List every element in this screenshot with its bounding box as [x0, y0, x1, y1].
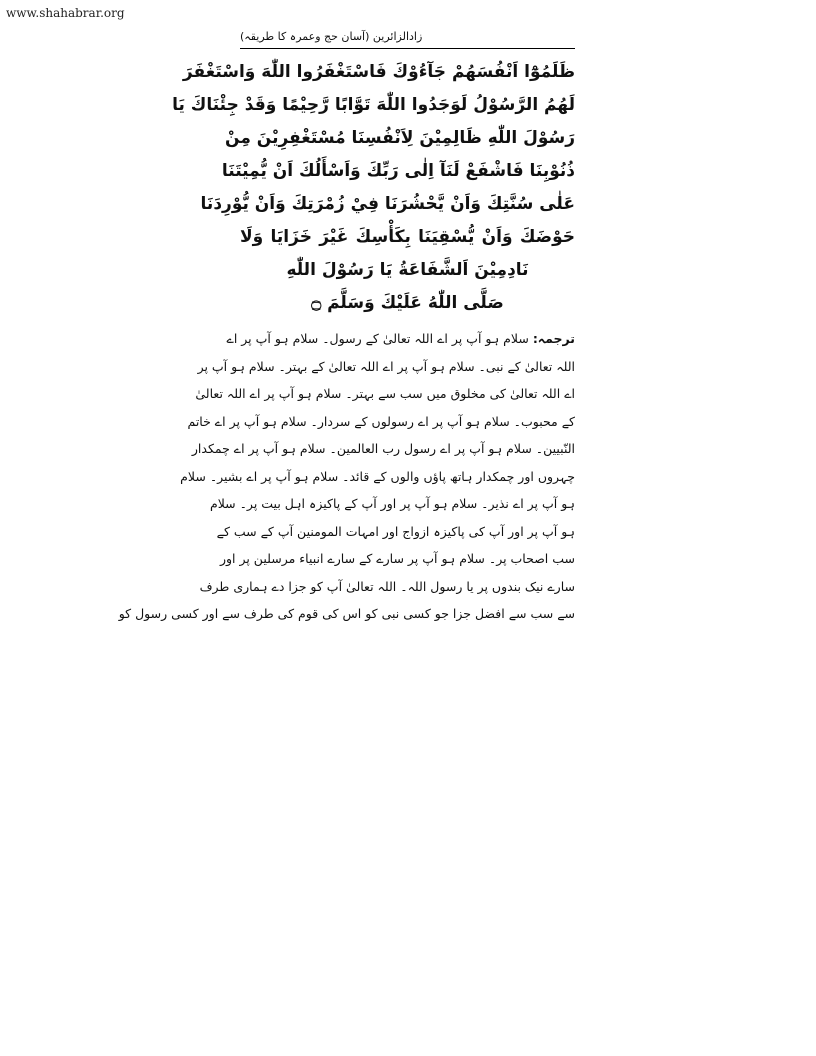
arabic-line: نَادِمِيْنَ اَلشَّفَاعَةُ يَا رَسُوْلَ اللّٰهِ [286, 260, 529, 280]
page-header: زادالزائرین (آسان حج وعمرہ کا طریقہ) [240, 28, 575, 49]
arabic-line: عَلٰى سُنَّتِكَ وَاَنْ يَّحْشُرَنَا فِيْ زُمْرَتِكَ وَاَنْ يُّوْرِدَنَا [200, 194, 575, 214]
translation-line: اے اللہ تعالیٰ کی مخلوق میں سب سے بہتر۔ سلام ہو آپ پر اے اللہ تعالیٰ [195, 386, 575, 401]
arabic-dua [172, 56, 575, 320]
site-url: www.shahabrar.org [6, 6, 125, 20]
translation-line: اللہ تعالیٰ کے نبی۔ سلام ہو آپ پر اے اللہ تعالیٰ کے بہتر۔ سلام ہو آپ پر [197, 358, 575, 374]
arabic-line: ظَلَمُوْٓا اَنْفُسَهُمْ جَآءُوْكَ فَاسْتَغْفَرُوا اللّٰهَ وَاسْتَغْفَرَ [182, 62, 575, 82]
arabic-line: ذُنُوْبِنَا فَاشْفَعْ لَنَآ اِلٰى رَبِّكَ وَاَسْأَلُكَ اَنْ يُّمِيْتَنَا [221, 161, 575, 181]
translation-line: سارے نیک بندوں پر یا رسول اللہ۔ اللہ تعالیٰ آپ کو جزا دے ہماری طرف [199, 578, 575, 594]
arabic-line: حَوْضَكَ وَاَنْ يُّسْقِيَنَا بِكَأْسِكَ غَيْرَ خَزَايَا وَلَا [240, 227, 575, 247]
translation-line: سے سب سے افضل جزا جو کسی نبی کو اس کی قوم کی طرف سے اور کسی رسول کو [118, 606, 575, 621]
translation-first-line [226, 325, 575, 353]
translation-line: النّبیین۔ سلام ہو آپ پر اے رسول رب العالمین۔ سلام ہو آپ پر اے چمکدار [191, 441, 575, 456]
translation-line: چہروں اور چمکدار ہاتھ پاؤں والوں کے قائد۔ سلام ہو آپ پر اے بشیر۔ سلام [180, 468, 575, 484]
arabic-line: لَهُمُ الرَّسُوْلُ لَوَجَدُوا اللّٰهَ تَوَّابًا رَّحِيْمًا وَقَدْ جِئْنَاكَ يَا [172, 95, 575, 115]
urdu-translation [118, 325, 575, 628]
translation-line: سب اصحاب پر۔ سلام ہو آپ پر سارے کے سارے انبیاء مرسلین پر اور [219, 551, 575, 566]
arabic-line-closing: صَلَّى اللّٰهُ عَلَيْكَ وَسَلَّمَ ۝ [311, 293, 504, 313]
translation-text: سلام ہو آپ پر اے اللہ تعالیٰ کے رسول۔ سلام ہو آپ پر اے [226, 331, 529, 346]
translation-line: ہو آپ پر اے نذیر۔ سلام ہو آپ پر اور آپ کے پاکیزہ اہل بیت پر۔ سلام [209, 496, 575, 511]
translation-line: کے محبوب۔ سلام ہو آپ پر اے رسولوں کے سردار۔ سلام ہو آپ پر اے خاتم [187, 413, 575, 429]
translation-label: ترجمہ: [532, 331, 575, 346]
translation-line: ہو آپ پر اور آپ کی پاکیزہ ازواج اور امہات المومنین آپ کے سب کے [216, 523, 575, 539]
arabic-line: رَسُوْلَ اللّٰهِ ظَالِمِيْنَ لِاَنْفُسِنَا مُسْتَغْفِرِيْنَ مِنْ [225, 128, 575, 148]
